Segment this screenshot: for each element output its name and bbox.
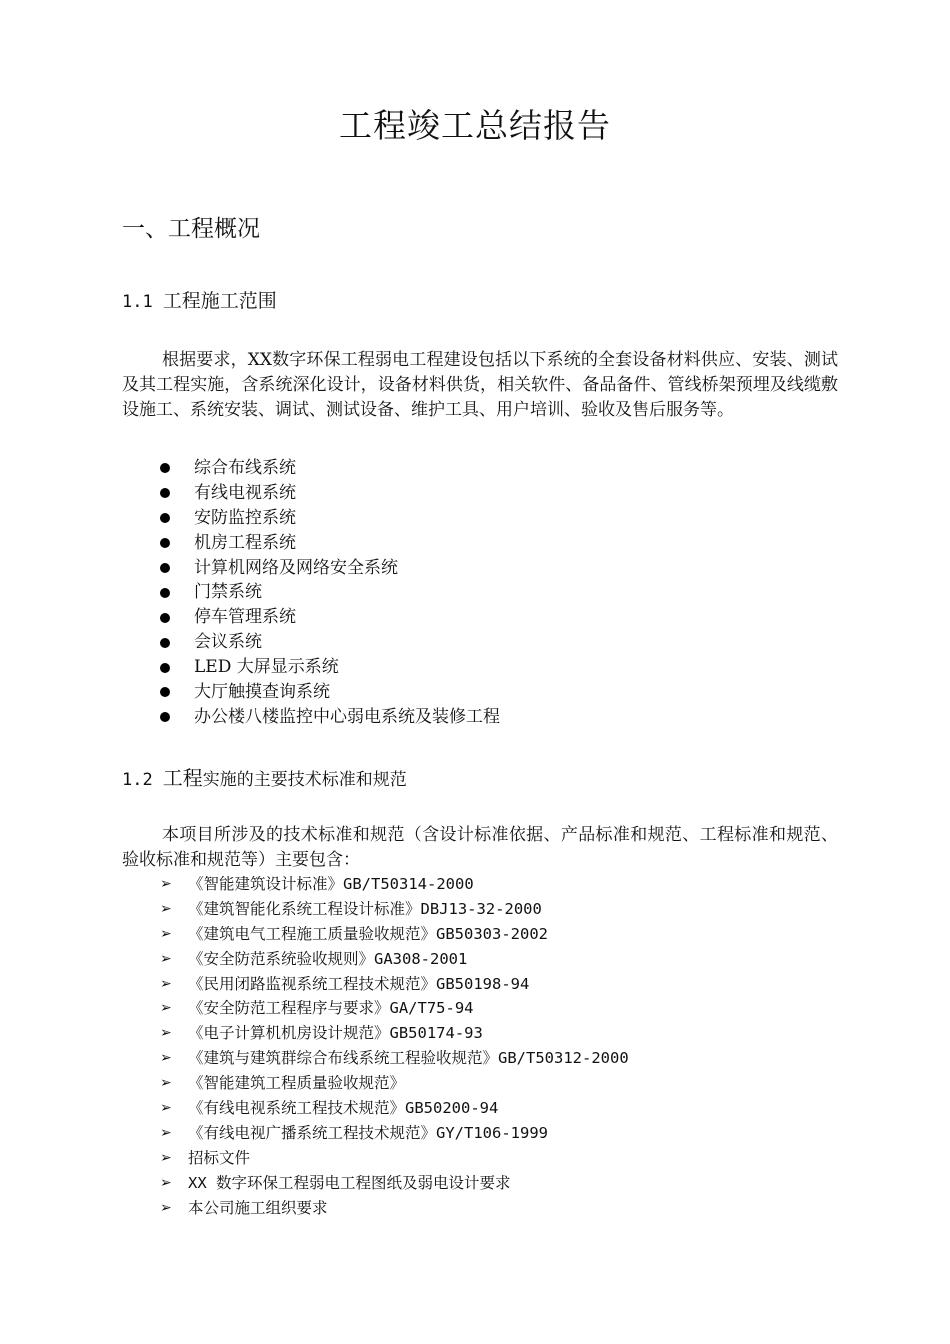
standards-list (160, 872, 629, 1220)
list-item: 有线电视系统 (160, 481, 500, 506)
list-item: 门禁系统 (160, 580, 500, 605)
bullet-icon (160, 513, 170, 523)
subsection-title-rest: 实施的主要技术标准和规范 (202, 770, 407, 790)
arrow-bullet-icon: ➢ (160, 1124, 172, 1141)
arrow-bullet-icon: ➢ (160, 1099, 172, 1116)
list-item: 大厅触摸查询系统 (160, 680, 500, 705)
list-item: ➢ 《民用闭路监视系统工程技术规范》GB50198-94 (160, 972, 629, 997)
subsection-title: 工程施工范围 (162, 290, 277, 312)
list-item: LED 大屏显示系统 (160, 655, 500, 680)
bullet-icon (160, 588, 170, 598)
scope-paragraph: 根据要求，XX数字环保工程弱电工程建设包括以下系统的全套设备材料供应、安装、测试及其工程实施，含系统深化设计，设备材料供货，相关软件、备品备件、管线桥架预埋及线缆敷设施工、系统安装、调试、测试设备、维护工具、用户培训、验收及售后服务等。 (122, 350, 838, 420)
list-item: ➢ 招标文件 (160, 1146, 629, 1171)
arrow-bullet-icon: ➢ (160, 1050, 172, 1067)
section-heading-overview: 一、工程概况 (122, 216, 260, 242)
arrow-bullet-icon: ➢ (160, 900, 172, 917)
list-item: ➢ 《电子计算机机房设计规范》GB50174-93 (160, 1021, 629, 1046)
subsection-number: 1.2 (122, 770, 153, 790)
list-item: ➢ 《建筑与建筑群综合布线系统工程验收规范》GB/T50312-2000 (160, 1046, 629, 1071)
subsection-heading-scope (122, 286, 277, 313)
list-item: ➢ 本公司施工组织要求 (160, 1196, 629, 1221)
list-item: ➢ 《建筑电气工程施工质量验收规范》GB50303-2002 (160, 922, 629, 947)
bullet-icon (160, 687, 170, 697)
list-item: ➢ 《安全防范系统验收规则》GA308-2001 (160, 947, 629, 972)
document-title: 工程竣工总结报告 (339, 106, 611, 145)
bullet-icon (160, 712, 170, 722)
bullet-icon (160, 463, 170, 473)
bullet-icon (160, 613, 170, 623)
arrow-bullet-icon: ➢ (160, 1174, 172, 1191)
arrow-bullet-icon: ➢ (160, 1075, 172, 1092)
arrow-bullet-icon: ➢ (160, 1149, 172, 1166)
arrow-bullet-icon: ➢ (160, 925, 172, 942)
subsection-number: 1.1 (122, 292, 153, 312)
list-item: ➢ 《有线电视广播系统工程技术规范》GY/T106-1999 (160, 1121, 629, 1146)
list-item: ➢ 《智能建筑工程质量验收规范》 (160, 1071, 629, 1096)
bullet-icon (160, 663, 170, 673)
list-item: 安防监控系统 (160, 506, 500, 531)
bullet-icon (160, 563, 170, 573)
list-item: ➢ 《安全防范工程程序与要求》GA/T75-94 (160, 996, 629, 1021)
list-item: ➢ XX 数字环保工程弱电工程图纸及弱电设计要求 (160, 1171, 629, 1196)
list-item: 会议系统 (160, 630, 500, 655)
bullet-icon (160, 488, 170, 498)
list-item: 机房工程系统 (160, 531, 500, 556)
arrow-bullet-icon: ➢ (160, 975, 172, 992)
arrow-bullet-icon: ➢ (160, 950, 172, 967)
list-item: 办公楼八楼监控中心弱电系统及装修工程 (160, 705, 500, 730)
bullet-icon (160, 638, 170, 648)
list-item: ➢ 《有线电视系统工程技术规范》GB50200-94 (160, 1096, 629, 1121)
arrow-bullet-icon: ➢ (160, 1000, 172, 1017)
list-item: ➢ 《建筑智能化系统工程设计标准》DBJ13-32-2000 (160, 897, 629, 922)
list-item: 停车管理系统 (160, 605, 500, 630)
system-list (160, 456, 500, 730)
arrow-bullet-icon: ➢ (160, 1199, 172, 1216)
list-item: 计算机网络及网络安全系统 (160, 556, 500, 581)
subsection-heading-standards (122, 762, 407, 791)
bullet-icon (160, 538, 170, 548)
arrow-bullet-icon: ➢ (160, 875, 172, 892)
list-item: 综合布线系统 (160, 456, 500, 481)
standards-paragraph: 本项目所涉及的技术标准和规范（含设计标准依据、产品标准和规范、工程标准和规范、验收标准和规范等）主要包含： (122, 825, 838, 870)
list-item: ➢ 《智能建筑设计标准》GB/T50314-2000 (160, 872, 629, 897)
subsection-title-lead: 工程 (162, 766, 203, 790)
arrow-bullet-icon: ➢ (160, 1025, 172, 1042)
